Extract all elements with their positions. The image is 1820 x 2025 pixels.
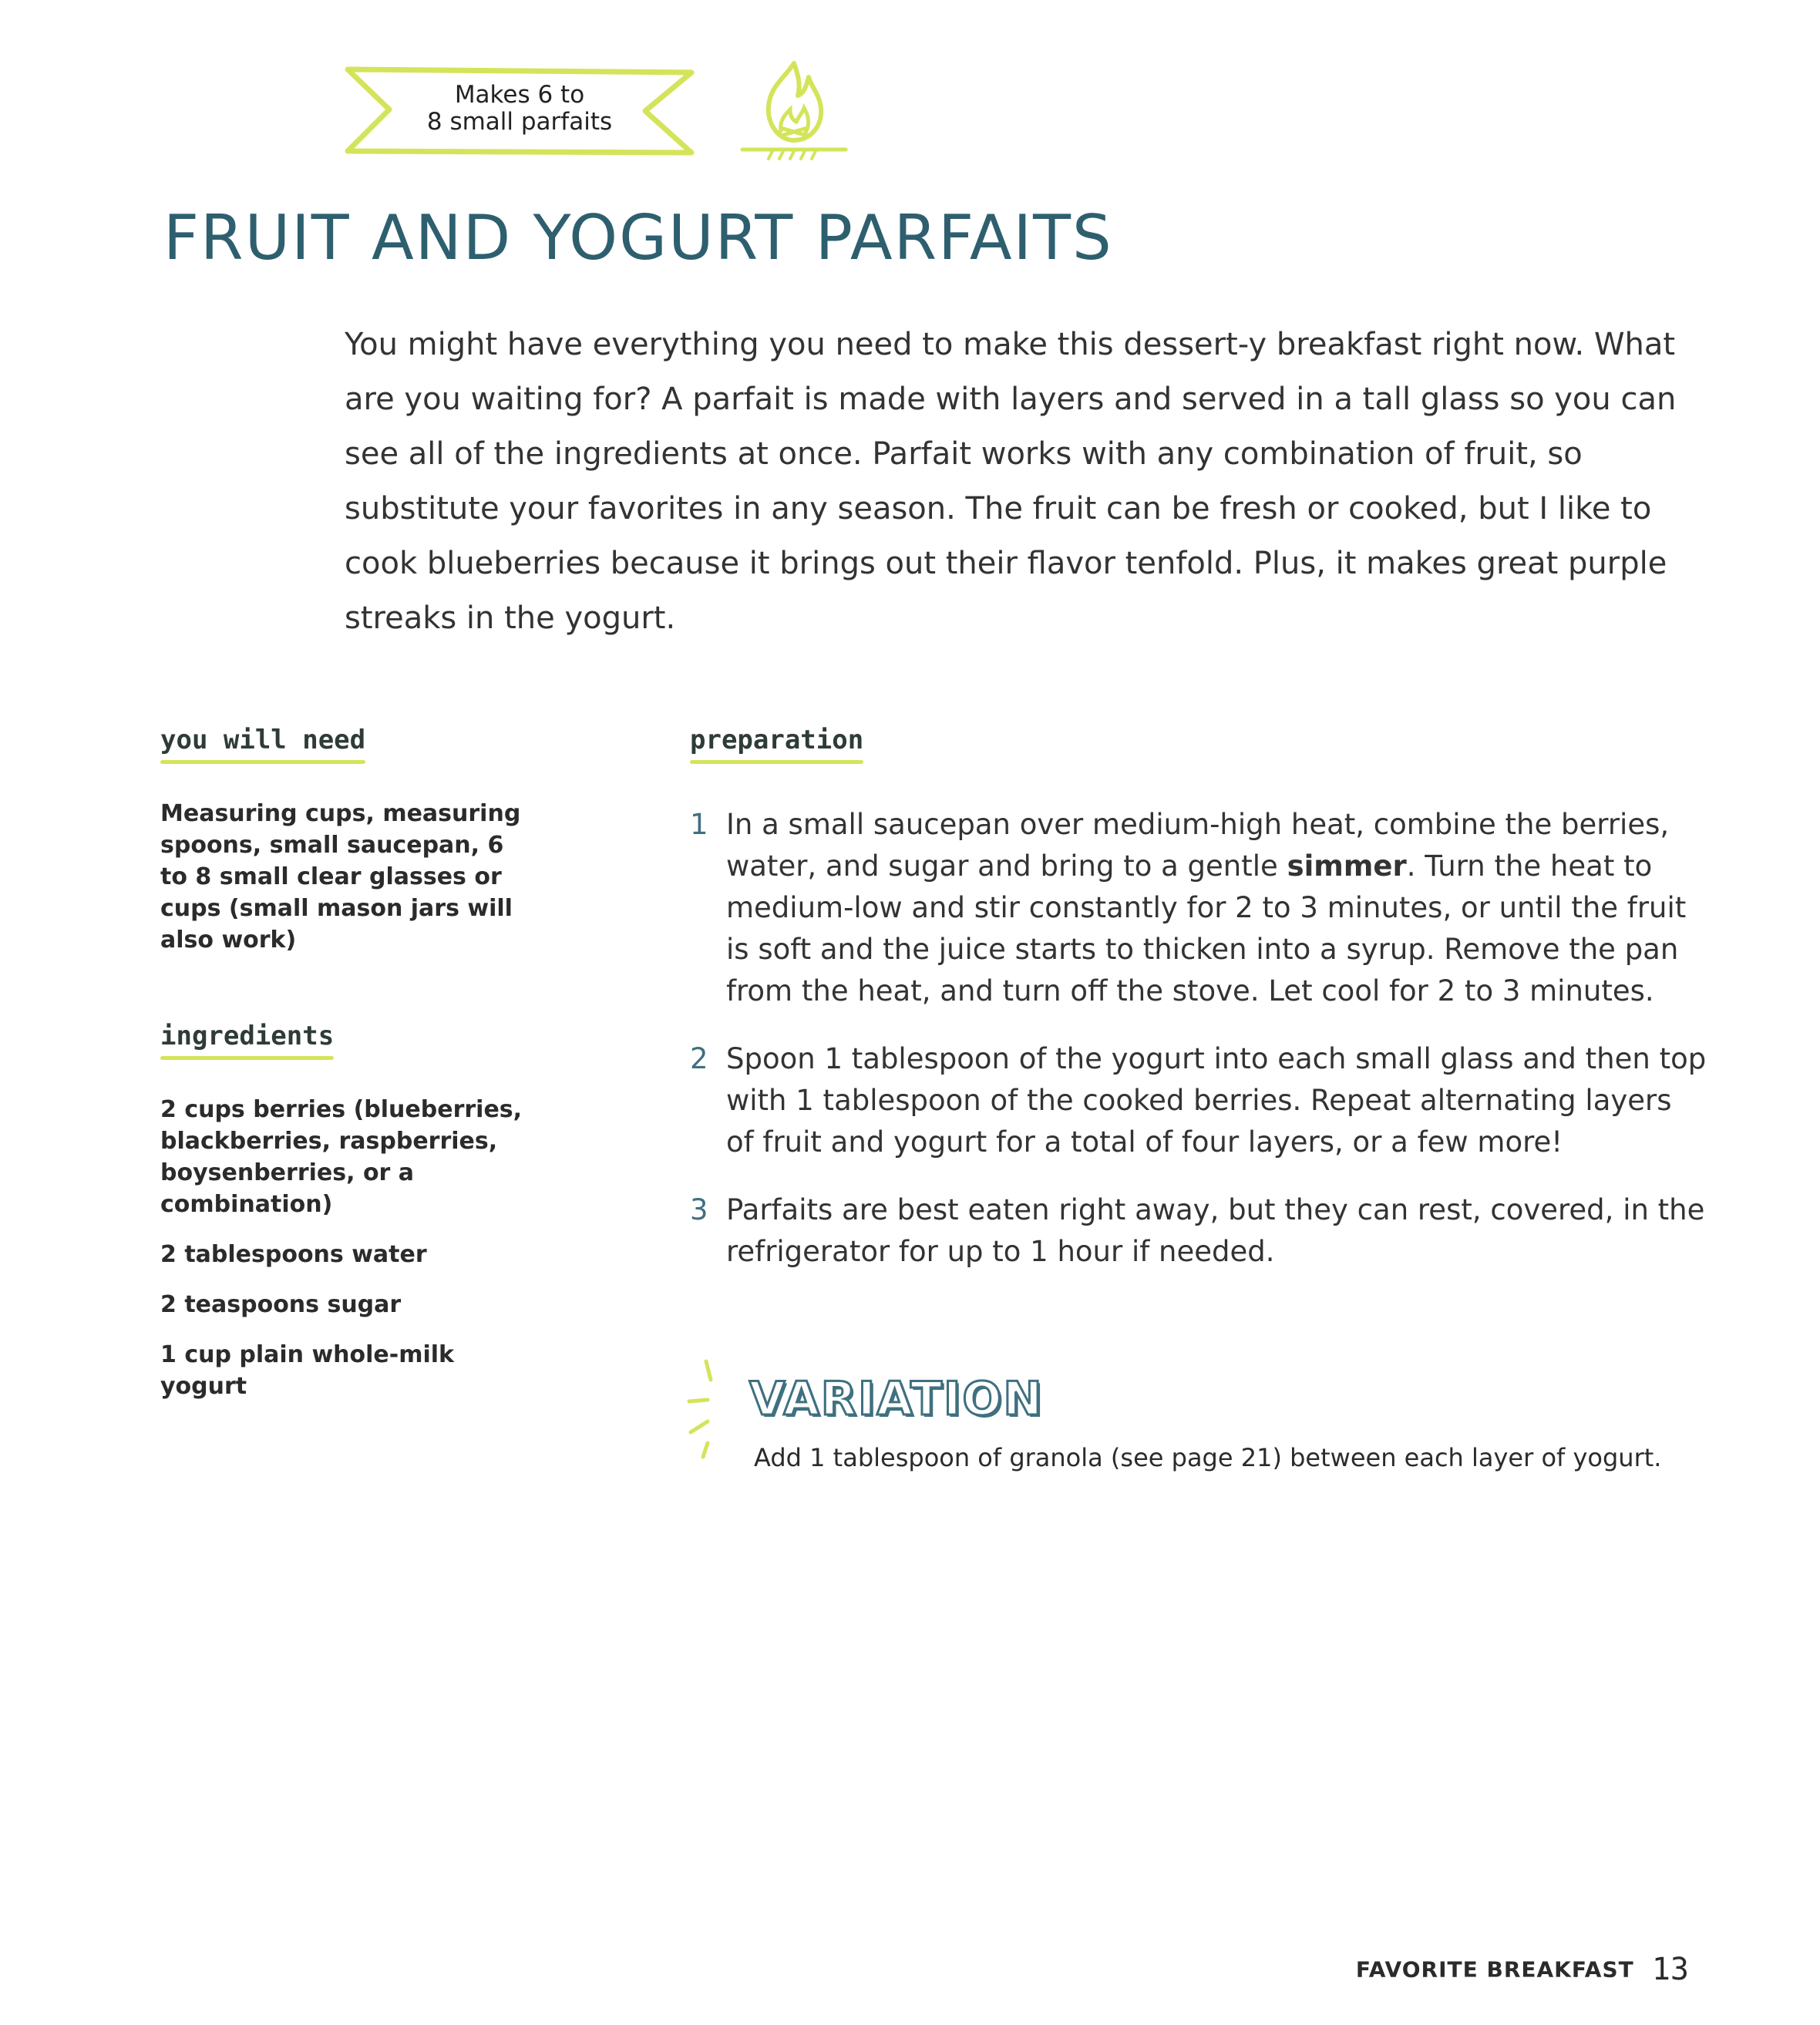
step-text: Spoon 1 tablespoon of the yogurt into each small glass and then top with 1 tablespoon of the cooked berries. Repeat alternating layers of fruit and yogurt for a total of four layers, or a few more!	[726, 1042, 1707, 1159]
page-title: FRUIT AND YOGURT PARFAITS	[163, 202, 1113, 274]
preparation-heading	[690, 725, 863, 778]
intro-paragraph: You might have everything you need to make this dessert-y breakfast right now. What are you waiting for? A parfait is made with layers and served in a tall glass so you can see all of the ingredients at once. Parfait works with any combination of fruit, so substitute your favorites in any season. The fruit can be fresh or cooked, but I like to cook blueberries because it brings out their flavor tenfold. Plus, it makes great purple streaks in the yogurt.	[345, 327, 1677, 636]
step-bold-term: simmer	[1287, 849, 1407, 883]
ingredients-heading-text: ingredients	[160, 1021, 335, 1051]
servings-text	[397, 82, 642, 136]
ingredients-heading	[160, 1021, 334, 1074]
sparkle-burst-icon	[686, 1357, 717, 1465]
page-footer	[1356, 1952, 1689, 1987]
heading-underline	[690, 760, 863, 764]
left-column	[160, 725, 523, 1421]
step-text-before: In a small saucepan over medium-high heat, combine the berries, water, and sugar and bring to a gentle	[726, 808, 1670, 883]
you-will-need-heading-text: you will need	[160, 725, 366, 755]
heading-underline	[160, 1056, 334, 1060]
variation-text: Add 1 tablespoon of granola (see page 21) between each layer of yogurt.	[754, 1443, 1662, 1472]
ingredient-item: 2 cups berries (blueberries, blackberries, raspberries, boysenberries, or a combination)	[160, 1096, 523, 1218]
step-number: 2	[690, 1042, 708, 1075]
campfire-icon	[736, 54, 852, 166]
preparation-steps	[690, 804, 1707, 1273]
variation-title: VARIATION	[749, 1372, 1044, 1426]
step-3	[690, 1189, 1707, 1273]
you-will-need-heading	[160, 725, 365, 778]
step-text-after: . Turn the heat to medium-low and stir constantly for 2 to 3 minutes, or until the fruit is soft and the juice starts to thicken into a syrup. Remove the pan from the heat, and turn off the stove. Let cool for 2 to 3 minutes.	[726, 849, 1687, 1007]
preparation-section	[690, 725, 1707, 1299]
heading-underline	[160, 760, 365, 764]
variation-box	[686, 1357, 1719, 1488]
servings-line-2: 8 small parfaits	[426, 108, 613, 136]
ingredients-section	[160, 1021, 523, 1402]
preparation-heading-text: preparation	[690, 725, 864, 755]
ingredient-item: 1 cup plain whole-milk yogurt	[160, 1341, 455, 1400]
ingredient-item: 2 teaspoons sugar	[160, 1291, 402, 1318]
you-will-need-section	[160, 725, 523, 956]
step-2	[690, 1038, 1707, 1163]
servings-line-1: Makes 6 to	[454, 81, 585, 109]
ingredients-list	[160, 1094, 523, 1402]
page-number: 13	[1651, 1952, 1689, 1987]
step-text: Parfaits are best eaten right away, but they can rest, covered, in the refrigerator for up to 1 hour if needed.	[726, 1193, 1705, 1268]
footer-section-name: FAVORITE BREAKFAST	[1355, 1956, 1634, 1983]
equipment-list: Measuring cups, measuring spoons, small saucepan, 6 to 8 small clear glasses or cups (small mason jars will also work)	[160, 800, 521, 954]
step-1	[690, 804, 1707, 1012]
step-number: 3	[690, 1193, 708, 1226]
ingredient-item: 2 tablespoons water	[160, 1241, 427, 1268]
servings-banner	[343, 62, 696, 162]
step-number: 1	[690, 808, 708, 841]
